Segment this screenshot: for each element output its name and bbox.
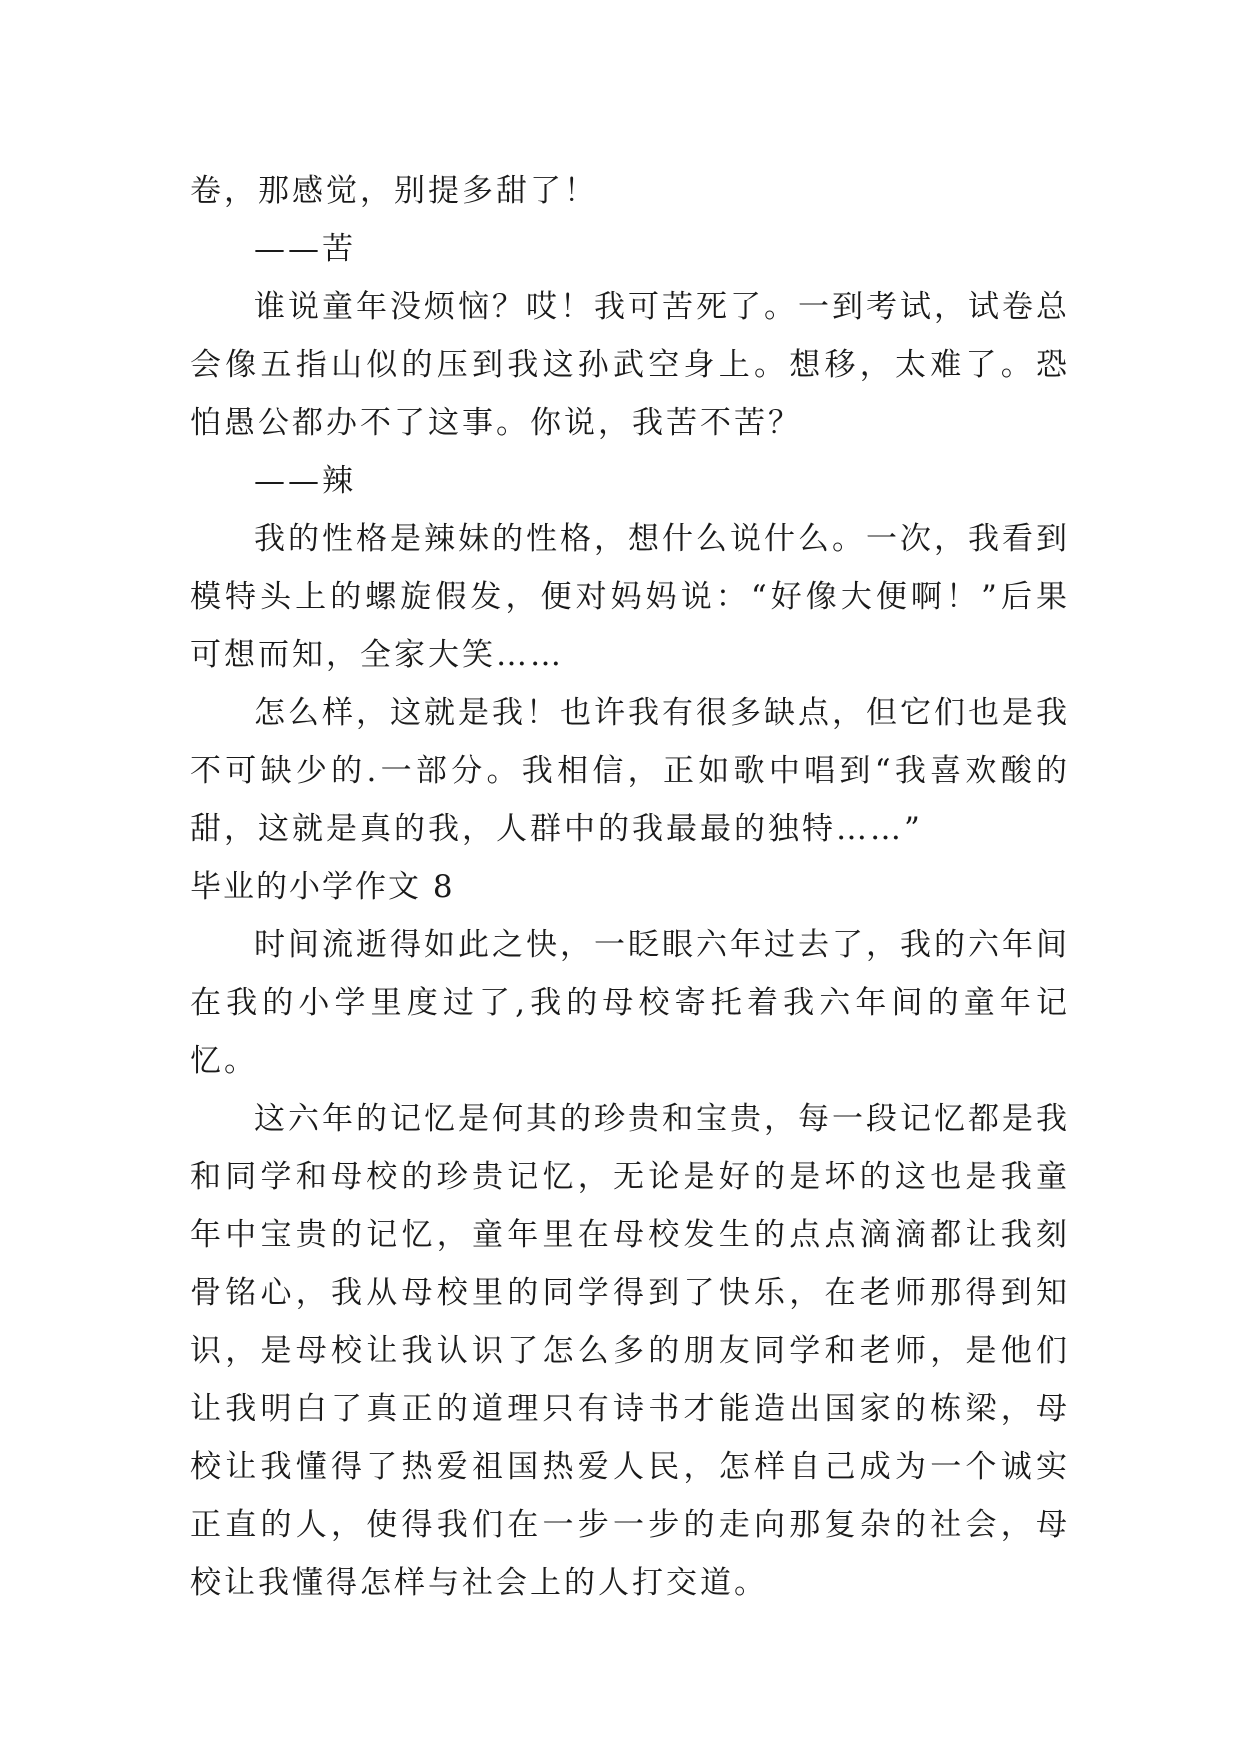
document-body bbox=[190, 162, 1070, 1612]
section-marker-spicy: ——辣 bbox=[254, 463, 356, 499]
paragraph-bitter: 谁说童年没烦恼？哎！我可苦死了。一到考试，试卷总会像五指山似的压到我这孙武空身上。想移，太难了。恐怕愚公都办不了这事。你说，我苦不苦？ bbox=[190, 289, 1070, 441]
paragraph-conclusion: 怎么样，这就是我！也许我有很多缺点，但它们也是我不可缺少的.一部分。我相信，正如歌中唱到“我喜欢酸的甜，这就是真的我，人群中的我最最的独特……” bbox=[190, 695, 1070, 847]
essay-title: 毕业的小学作文 8 bbox=[190, 869, 455, 905]
paragraph-1: 卷，那感觉，别提多甜了！ bbox=[190, 173, 598, 209]
section-marker-bitter: ——苦 bbox=[254, 231, 356, 267]
paragraph-essay-body: 这六年的记忆是何其的珍贵和宝贵，每一段记忆都是我和同学和母校的珍贵记忆，无论是好的是坏的这也是我童年中宝贵的记忆，童年里在母校发生的点点滴滴都让我刻骨铭心，我从母校里的同学得到了快乐，在老师那得到知识，是母校让我认识了怎么多的朋友同学和老师，是他们让我明白了真正的道理只有诗书才能造出国家的栋梁，母校让我懂得了热爱祖国热爱人民，怎样自己成为一个诚实正直的人，使得我们在一步一步的走向那复杂的社会，母校让我懂得怎样与社会上的人打交道。 bbox=[190, 1101, 1070, 1601]
paragraph-essay-intro: 时间流逝得如此之快，一眨眼六年过去了，我的六年间在我的小学里度过了,我的母校寄托着我六年间的童年记忆。 bbox=[190, 927, 1070, 1079]
paragraph-spicy: 我的性格是辣妹的性格，想什么说什么。一次，我看到模特头上的螺旋假发，便对妈妈说：“好像大便啊！”后果可想而知，全家大笑…… bbox=[190, 521, 1070, 673]
